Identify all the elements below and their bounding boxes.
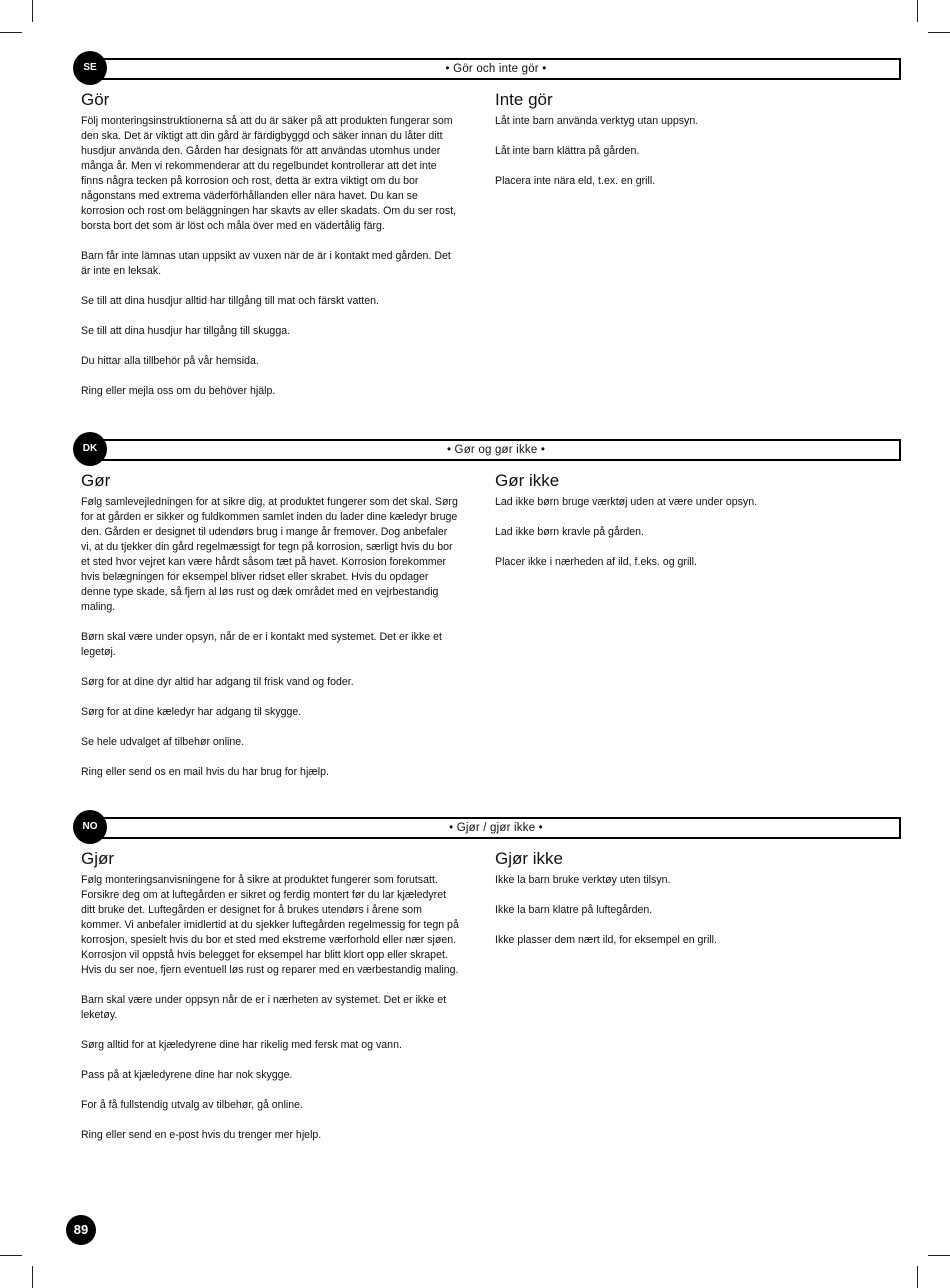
language-badge: NO	[73, 810, 107, 844]
do-paragraph: For å få fullstendig utvalg av tilbehør, gå online.	[81, 1099, 304, 1111]
do-paragraph: Barn skal være under oppsyn når de er i nærheten av systemet. Det er ikke et leketøy.	[81, 994, 447, 1021]
crop-mark	[917, 0, 918, 22]
do-paragraph: Barn får inte lämnas utan uppsikt av vuxen när de är i kontakt med gården. Det är inte en leksak.	[81, 250, 451, 277]
dont-paragraph: Låt inte barn använda verktyg utan uppsyn.	[495, 115, 699, 127]
do-column	[81, 471, 459, 795]
section-banner	[91, 439, 901, 461]
do-paragraph: Du hittar alla tillbehör på vår hemsida.	[81, 355, 259, 367]
dont-heading: Gør ikke	[495, 471, 560, 490]
dont-paragraph: Låt inte barn klättra på gården.	[495, 145, 640, 157]
do-paragraph: Ring eller send en e-post hvis du trenger mer hjelp.	[81, 1129, 322, 1141]
banner-title: • Gør og gør ikke •	[446, 444, 546, 456]
section-banner	[91, 817, 901, 839]
do-paragraph: Sørg for at dine kæledyr har adgang til skygge.	[81, 706, 302, 718]
section-banner	[91, 58, 901, 80]
dont-heading: Gjør ikke	[495, 849, 563, 868]
do-heading: Gör	[81, 90, 110, 109]
crop-mark	[928, 32, 950, 33]
crop-mark	[928, 1255, 950, 1256]
do-paragraph: Följ monteringsinstruktionerna så att du är säker på att produkten fungerar som den ska. Det är viktigt att din gård är färdigbyggd och säker innan du låter ditt husdjur använda den. Gården har designats för att användas utomhus under många år. Men vi rekommenderar att du regelbundet kontrollerar att det inte finns några tecken på korrosion och rost, detta är extra viktigt om du bor någonstans med extrema väderförhållanden eller nära havet. Du kan se korrosion och rost om beläggningen har skavts av eller skadats. Om du ser rost, borsta bort det som är löst och måla över med en vädertålig färg.	[81, 115, 457, 232]
do-paragraph: Se hele udvalget af tilbehør online.	[81, 736, 245, 748]
do-paragraph: Ring eller mejla oss om du behöver hjälp.	[81, 385, 276, 397]
dont-heading: Inte gör	[495, 90, 553, 109]
do-paragraph: Ring eller send os en mail hvis du har brug for hjælp.	[81, 766, 329, 778]
dont-paragraph: Ikke plasser dem nært ild, for eksempel en grill.	[495, 934, 717, 946]
do-paragraph: Børn skal være under opsyn, når de er i kontakt med systemet. Det er ikke et legetøj.	[81, 631, 442, 658]
banner-title: • Gör och inte gör •	[445, 63, 547, 75]
crop-mark	[917, 1266, 918, 1288]
dont-column	[495, 471, 895, 585]
do-paragraph: Pass på at kjæledyrene dine har nok skygge.	[81, 1069, 293, 1081]
do-heading: Gjør	[81, 849, 115, 868]
language-badge: SE	[73, 51, 107, 85]
do-column	[81, 90, 459, 414]
do-heading: Gør	[81, 471, 111, 490]
do-paragraph: Sørg for at dine dyr altid har adgang til frisk vand og foder.	[81, 676, 354, 688]
dont-column	[495, 90, 895, 204]
crop-mark	[0, 32, 22, 33]
dont-paragraph: Ikke la barn klatre på luftegården.	[495, 904, 653, 916]
dont-paragraph: Placer ikke i nærheden af ild, f.eks. og grill.	[495, 556, 697, 568]
crop-mark	[0, 1255, 22, 1256]
do-paragraph: Sørg alltid for at kjæledyrene dine har rikelig med fersk mat og vann.	[81, 1039, 402, 1051]
do-paragraph: Se till att dina husdjur alltid har tillgång till mat och färskt vatten.	[81, 295, 379, 307]
dont-paragraph: Lad ikke børn bruge værktøj uden at være under opsyn.	[495, 496, 758, 508]
dont-paragraph: Lad ikke børn kravle på gården.	[495, 526, 644, 538]
crop-mark	[32, 1266, 33, 1288]
do-paragraph: Følg samlevejledningen for at sikre dig, at produktet fungerer som det skal. Sørg for at gården er sikker og fuldkommen samlet inden du lader dine kæledyr bruge den. Gården er designet til udendørs brug i mange år fremover. Dog anbefaler vi, at du tjekker din gård regelmæssigt for tegn på korrosion, særligt hvis du bor et sted hvor vejret kan være hårdt såsom tæt på havet. Korrosion forekommer hvis belægningen for eksempel bliver ridset eller skrabet. Hvis du opdager denne type skade, så fjern al løs rust og dæk området med en vejrbestandig maling.	[81, 496, 458, 613]
dont-paragraph: Placera inte nära eld, t.ex. en grill.	[495, 175, 656, 187]
banner-title: • Gjør / gjør ikke •	[449, 822, 543, 834]
do-paragraph: Se till att dina husdjur har tillgång till skugga.	[81, 325, 291, 337]
page-number: 89	[66, 1215, 96, 1245]
dont-column	[495, 849, 895, 963]
dont-paragraph: Ikke la barn bruke verktøy uten tilsyn.	[495, 874, 671, 886]
crop-mark	[32, 0, 33, 22]
language-badge: DK	[73, 432, 107, 466]
do-column	[81, 849, 459, 1158]
do-paragraph: Følg monteringsanvisningene for å sikre at produktet fungerer som forutsatt. Forsikre deg om at luftegården er sikret og ferdig montert før du lar kjæledyret ditt bruke det. Luftegården er designet for å brukes utendørs i årene som kommer. Vi anbefaler imidlertid at du sjekker luftegården regelmessig for tegn på korrosjon, spesielt hvis du bor et sted med ekstreme værforhold eller nær sjøen. Korrosjon vil oppstå hvis belegget for eksempel har blitt klort opp eller skrapet. Hvis du ser noe, fjern eventuell løs rust og reparer med en værbestandig maling.	[81, 874, 459, 976]
